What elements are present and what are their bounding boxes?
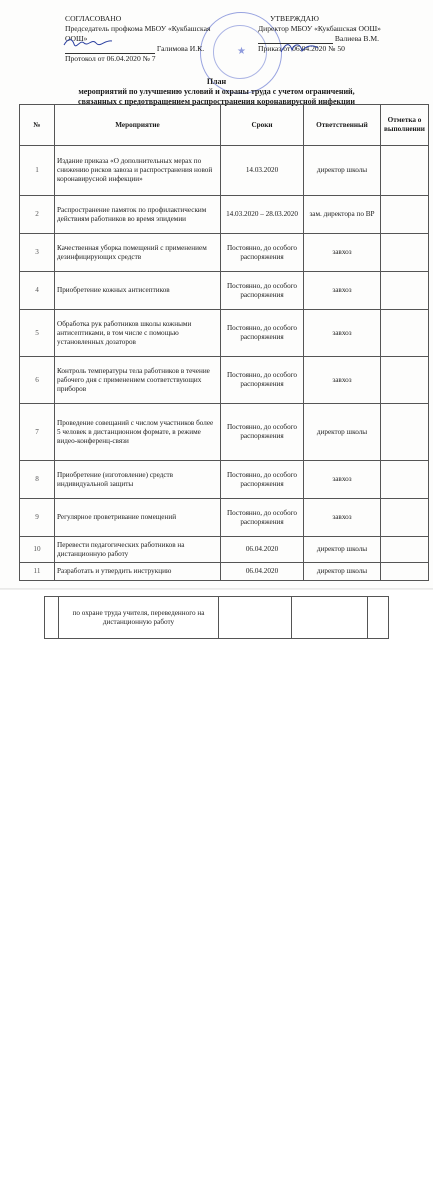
row-responsible: директор школы — [304, 404, 381, 461]
row-mark — [381, 499, 429, 537]
row-term: Постоянно, до особого распоряжения — [221, 272, 304, 310]
row-mark — [381, 357, 429, 404]
row-responsible: завхоз — [304, 272, 381, 310]
table-row — [20, 404, 429, 461]
row-responsible: директор школы — [304, 146, 381, 196]
table-row — [20, 537, 429, 563]
row-mark — [381, 461, 429, 499]
row-mark — [381, 310, 429, 357]
row-term — [219, 597, 292, 639]
row-number — [45, 597, 59, 639]
title-line-2: мероприятий по улучшению условий и охраны труда с учетом ограничений, — [78, 87, 355, 96]
row-responsible: завхоз — [304, 310, 381, 357]
row-responsible: завхоз — [304, 357, 381, 404]
table-row — [20, 499, 429, 537]
row-mark — [381, 537, 429, 563]
row-mark — [381, 563, 429, 581]
row-responsible — [292, 597, 368, 639]
row-activity: Разработать и утвердить инструкцию — [55, 563, 221, 581]
row-activity: Проведение совещаний с числом участников более 5 человек в дистанционном формате, в режиме видео-конференц-связи — [55, 404, 221, 461]
row-mark — [381, 272, 429, 310]
agreed-position-line1: Председатель профкома МБОУ «Кукбашская — [65, 24, 211, 33]
approved-title: УТВЕРЖДАЮ — [270, 14, 319, 23]
approved-position-line1: Директор МБОУ «Кукбашская ООШ» — [258, 24, 381, 33]
title-line-1: План — [206, 77, 227, 86]
header-term: Сроки — [221, 105, 304, 146]
table-row — [20, 234, 429, 272]
row-responsible: директор школы — [304, 563, 381, 581]
row-responsible: завхоз — [304, 461, 381, 499]
row-activity: Обработка рук работников школы кожными антисептиками, в том числе с помощью установленных дозаторов — [55, 310, 221, 357]
row-number: 10 — [20, 537, 55, 563]
table-row — [20, 461, 429, 499]
document-title — [0, 77, 433, 107]
row-mark — [381, 196, 429, 234]
header-responsible: Ответственный — [304, 105, 381, 146]
signature-underline-2 — [125, 46, 155, 54]
row-term: 14.03.2020 — [221, 146, 304, 196]
row-activity: Качественная уборка помещений с применением дезинфицирующих средств — [55, 234, 221, 272]
agreed-title: СОГЛАСОВАНО — [65, 14, 122, 23]
row-responsible: завхоз — [304, 234, 381, 272]
row-responsible: директор школы — [304, 537, 381, 563]
row-term: 14.03.2020 – 28.03.2020 — [221, 196, 304, 234]
row-activity: по охране труда учителя, переведенного на дистанционную работу — [59, 597, 219, 639]
row-term: Постоянно, до особого распоряжения — [221, 404, 304, 461]
row-number: 2 — [20, 196, 55, 234]
row-activity: Распространение памяток по профилактическим действиям работников во время эпидемии — [55, 196, 221, 234]
row-number: 1 — [20, 146, 55, 196]
row-number: 7 — [20, 404, 55, 461]
row-number: 3 — [20, 234, 55, 272]
agreed-name: Галимова И.К. — [156, 44, 205, 53]
row-number: 9 — [20, 499, 55, 537]
table-row — [20, 146, 429, 196]
header-mark: Отметка о выполнении — [381, 105, 429, 146]
table-row — [20, 357, 429, 404]
table-header-row — [20, 105, 429, 146]
row-number: 6 — [20, 357, 55, 404]
row-term: Постоянно, до особого распоряжения — [221, 310, 304, 357]
table-row — [20, 310, 429, 357]
row-activity: Приобретение (изготовление) средств индивидуальной защиты — [55, 461, 221, 499]
row-number: 8 — [20, 461, 55, 499]
row-term: 06.04.2020 — [221, 537, 304, 563]
header-number: № — [20, 105, 55, 146]
row-responsible: завхоз — [304, 499, 381, 537]
row-activity: Регулярное проветривание помещений — [55, 499, 221, 537]
table-row — [20, 272, 429, 310]
row-mark — [381, 234, 429, 272]
row-responsible: зам. директора по ВР — [304, 196, 381, 234]
row-activity: Контроль температуры тела работников в течение рабочего дня с применением соответствующих приборов — [55, 357, 221, 404]
table-row — [20, 196, 429, 234]
row-mark — [381, 146, 429, 196]
row-number: 11 — [20, 563, 55, 581]
approved-name: Валиева В.М. — [334, 34, 380, 43]
agreed-protocol: Протокол от 06.04.2020 № 7 — [65, 54, 156, 63]
row-number: 4 — [20, 272, 55, 310]
row-number: 5 — [20, 310, 55, 357]
row-term: Постоянно, до особого распоряжения — [221, 499, 304, 537]
document-page-2 — [0, 590, 433, 1200]
header-activity: Мероприятие — [55, 105, 221, 146]
measures-table — [19, 104, 429, 581]
row-mark — [381, 404, 429, 461]
row-activity: Издание приказа «О дополнительных мерах по снижению рисков завоза и распространения новой коронавирусной инфекции» — [55, 146, 221, 196]
stamp-star-icon: ★ — [237, 46, 246, 57]
row-term: Постоянно, до особого распоряжения — [221, 461, 304, 499]
handwritten-signature-right — [278, 40, 320, 56]
row-activity: Перевести педагогических работников на дистанционную работу — [55, 537, 221, 563]
row-term: 06.04.2020 — [221, 563, 304, 581]
row-term: Постоянно, до особого распоряжения — [221, 357, 304, 404]
row-term: Постоянно, до особого распоряжения — [221, 234, 304, 272]
row-activity: Приобретение кожных антисептиков — [55, 272, 221, 310]
table-row — [20, 563, 429, 581]
row-mark — [368, 597, 389, 639]
table-row — [45, 597, 389, 639]
agreed-position-line2: ООШ» — [65, 34, 88, 43]
approved-order: Приказ от 06.04.2020 № 50 — [258, 44, 345, 53]
measures-table-continuation — [44, 596, 389, 639]
handwritten-signature-left — [62, 36, 114, 48]
title-line-3: связанных с предотвращением распространения коронавирусной инфекции — [78, 97, 355, 106]
